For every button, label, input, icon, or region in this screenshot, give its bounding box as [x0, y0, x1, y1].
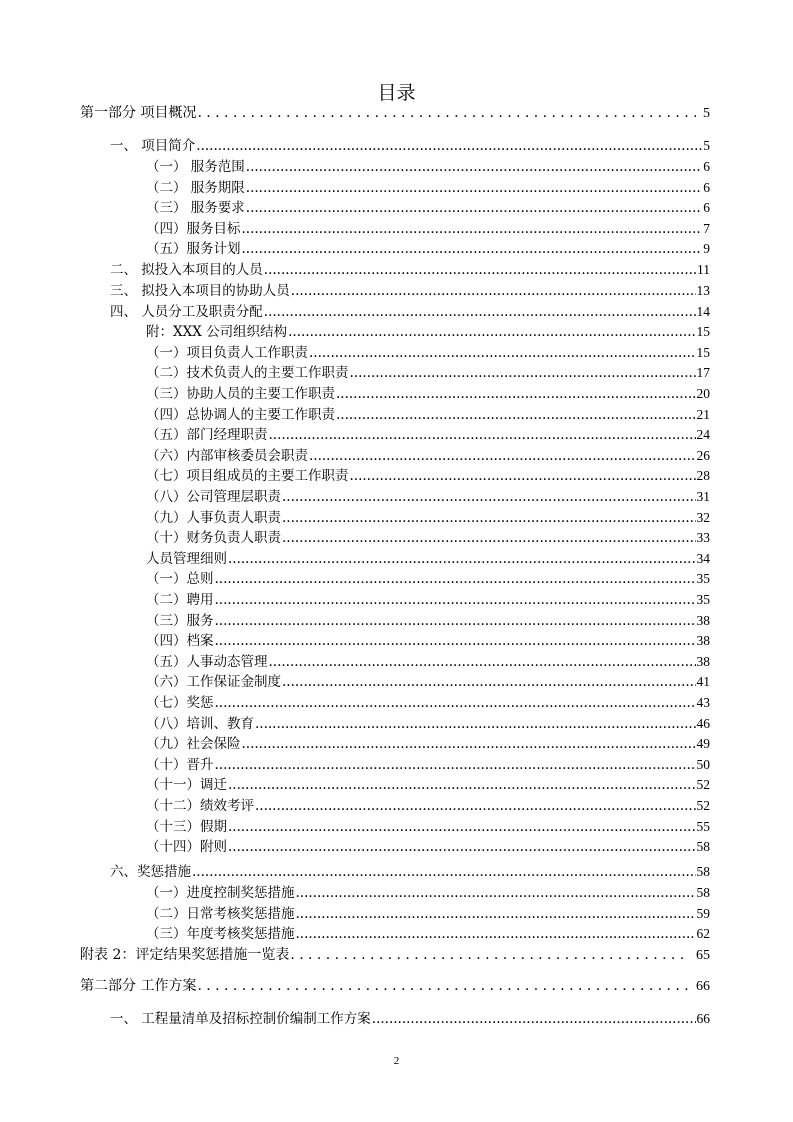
- dot-leader: [290, 946, 689, 964]
- toc-entry[interactable]: [146, 591, 710, 609]
- toc-entry[interactable]: [80, 946, 710, 964]
- toc-entry-label: （八）培训、教育: [146, 716, 254, 732]
- toc-entry-page: 26: [696, 448, 710, 463]
- toc-entry-page: 24: [696, 427, 710, 442]
- toc-entry-page: 66: [696, 1011, 710, 1026]
- toc-entry-label: （一）进度控制奖惩措施: [146, 885, 295, 901]
- toc-entry-label: （十四）附则: [146, 839, 227, 855]
- toc-entry-page: 6: [703, 200, 710, 215]
- toc-entry-page: 58: [696, 885, 710, 900]
- dot-leader: [246, 199, 702, 217]
- toc-entry-page: 15: [696, 345, 710, 360]
- toc-entry-page: 6: [703, 180, 710, 195]
- toc-entry-page: 43: [696, 695, 710, 710]
- toc-entry[interactable]: [146, 653, 710, 671]
- toc-entry[interactable]: [146, 905, 710, 923]
- toc-entry-page: 28: [696, 468, 710, 483]
- toc-entry-page: 38: [696, 654, 710, 669]
- toc-entry-page: 34: [696, 551, 710, 566]
- toc-entry[interactable]: [146, 756, 710, 774]
- toc-entry-page: 35: [696, 571, 710, 586]
- toc-entry-page: 59: [696, 906, 710, 921]
- toc-entry[interactable]: [146, 406, 710, 424]
- toc-entry-label: （五）服务计划: [146, 241, 241, 257]
- toc-entry-page: 41: [696, 674, 710, 689]
- toc-entry[interactable]: [146, 776, 710, 794]
- toc-title: 目录: [377, 82, 416, 104]
- toc-entry-page: 32: [696, 510, 710, 525]
- toc-entry-label: （二）技术负责人的主要工作职责: [146, 365, 349, 381]
- toc-entry[interactable]: [146, 509, 710, 527]
- toc-entry-label: （三）年度考核奖惩措施: [146, 926, 295, 942]
- toc-entry[interactable]: [146, 570, 710, 588]
- toc-entry-label: （四）档案: [146, 633, 214, 649]
- toc-entry[interactable]: [146, 529, 710, 547]
- dot-leader: [282, 673, 696, 691]
- toc-entry-page: 62: [696, 926, 710, 941]
- dot-leader: [228, 550, 696, 568]
- dot-leader: [282, 529, 696, 547]
- toc-entry-page: 9: [703, 241, 710, 256]
- toc-entry[interactable]: [146, 797, 710, 815]
- toc-entry-page: 15: [696, 324, 710, 339]
- page-number: 2: [393, 1055, 400, 1067]
- dot-leader: [291, 282, 696, 300]
- toc-entry-page: 58: [696, 839, 710, 854]
- toc-entry-label: （五）人事动态管理: [146, 654, 268, 670]
- toc-entry-label: 一、 工程量清单及招标控制价编制工作方案: [110, 1011, 371, 1027]
- toc-entry-page: 20: [696, 386, 710, 401]
- toc-entry-page: 6: [703, 159, 710, 174]
- toc-entry[interactable]: [146, 884, 710, 902]
- dot-leader: [228, 818, 696, 836]
- toc-entry-page: 21: [696, 407, 710, 422]
- toc-entry-page: 50: [696, 757, 710, 772]
- dot-leader: [255, 797, 696, 815]
- dot-leader: [336, 385, 696, 403]
- toc-entry-page: 52: [696, 777, 710, 792]
- toc-entry-page: 65: [696, 948, 710, 963]
- toc-entry-label: 四、 人员分工及职责分配: [110, 304, 263, 320]
- toc-entry[interactable]: [146, 818, 710, 836]
- dot-leader: [372, 1010, 696, 1028]
- toc-entry[interactable]: [80, 977, 710, 995]
- toc-entry-label: 人员管理细则: [146, 551, 227, 567]
- toc-entry-label: （九）社会保险: [146, 736, 241, 752]
- toc-entry-label: （五）部门经理职责: [146, 427, 268, 443]
- toc-entry[interactable]: [146, 488, 710, 506]
- toc-entry-label: （六）内部审核委员会职责: [146, 448, 308, 464]
- toc-entry-label: 附表 2：评定结果奖惩措施一览表: [80, 947, 290, 963]
- toc-entry-label: （十）财务负责人职责: [146, 530, 281, 546]
- dot-leader: [336, 406, 696, 424]
- toc-entry-page: 49: [696, 736, 710, 751]
- toc-entry-label: 第二部分 工作方案: [80, 978, 197, 994]
- toc-entry-label: （三） 服务要求: [146, 200, 245, 216]
- dot-leader: [264, 261, 696, 279]
- dot-leader: [269, 426, 696, 444]
- dot-leader: [215, 694, 696, 712]
- toc-entry-label: 附：XXX 公司组织结构: [146, 324, 288, 340]
- toc-entry[interactable]: [146, 715, 710, 733]
- toc-entry-label: 三、 拟投入本项目的协助人员: [110, 283, 290, 299]
- dot-leader: [197, 977, 689, 995]
- toc-entry-page: 58: [696, 864, 710, 879]
- dot-leader: [242, 240, 703, 258]
- dot-leader: [350, 467, 696, 485]
- toc-entry[interactable]: [146, 385, 710, 403]
- dot-leader: [350, 364, 696, 382]
- dot-leader: [246, 179, 702, 197]
- toc-entry[interactable]: [146, 467, 710, 485]
- toc-entry-page: 66: [696, 979, 710, 994]
- toc-entry[interactable]: [146, 612, 710, 630]
- toc-entry-label: （三）协助人员的主要工作职责: [146, 386, 335, 402]
- toc-entry[interactable]: [110, 137, 710, 155]
- dot-leader: [242, 735, 696, 753]
- toc-entry-page: 35: [696, 592, 710, 607]
- toc-entry-page: 38: [696, 633, 710, 648]
- dot-leader: [255, 715, 696, 733]
- toc-entry-page: 52: [696, 798, 710, 813]
- toc-entry-page: 13: [696, 283, 710, 298]
- toc-entry[interactable]: [110, 1010, 710, 1028]
- toc-entry-page: 5: [703, 106, 710, 121]
- dot-leader: [282, 488, 696, 506]
- dot-leader: [215, 591, 696, 609]
- toc-entry[interactable]: [110, 303, 710, 321]
- toc-entry-page: 11: [697, 262, 710, 277]
- toc-entry[interactable]: [110, 863, 710, 881]
- toc-entry[interactable]: [146, 673, 710, 691]
- toc-entry-label: （十二）绩效考评: [146, 798, 254, 814]
- toc-entry[interactable]: [80, 104, 710, 122]
- toc-entry-label: （二）聘用: [146, 592, 214, 608]
- toc-entry-label: 一、 项目简介: [110, 138, 196, 154]
- dot-leader: [215, 632, 696, 650]
- toc-entry-label: （九）人事负责人职责: [146, 510, 281, 526]
- dot-leader: [242, 220, 703, 238]
- toc-entry[interactable]: [146, 364, 710, 382]
- dot-leader: [192, 863, 696, 881]
- dot-leader: [309, 344, 696, 362]
- toc-entry[interactable]: [110, 282, 710, 300]
- toc-entry-page: 14: [696, 304, 710, 319]
- toc-entry-label: 第一部分 项目概况: [80, 105, 197, 121]
- toc-entry[interactable]: [146, 925, 710, 943]
- dot-leader: [197, 104, 696, 122]
- dot-leader: [246, 158, 702, 176]
- toc-entry-label: （二）日常考核奖惩措施: [146, 906, 295, 922]
- toc-entry-page: 31: [696, 489, 710, 504]
- dot-leader: [288, 323, 695, 341]
- toc-entry[interactable]: [146, 694, 710, 712]
- toc-entry-page: 46: [696, 716, 710, 731]
- toc-entry[interactable]: [146, 735, 710, 753]
- toc-entry-page: 55: [696, 819, 710, 834]
- toc-entry[interactable]: [146, 199, 710, 217]
- toc-entry[interactable]: [146, 550, 710, 568]
- dot-leader: [228, 838, 696, 856]
- dot-leader: [296, 884, 696, 902]
- toc-entry[interactable]: [146, 632, 710, 650]
- toc-entry[interactable]: [146, 158, 710, 176]
- toc-entry-page: 38: [696, 613, 710, 628]
- toc-entry-label: （二） 服务期限: [146, 180, 245, 196]
- toc-entry-page: 5: [703, 138, 710, 153]
- toc-entry-label: （十一）调迁: [146, 777, 227, 793]
- dot-leader: [196, 137, 702, 155]
- toc-entry[interactable]: [146, 220, 710, 238]
- dot-leader: [296, 925, 696, 943]
- toc-entry-label: （四）服务目标: [146, 221, 241, 237]
- toc-entry-label: （四）总协调人的主要工作职责: [146, 407, 335, 423]
- toc-entry[interactable]: [146, 323, 710, 341]
- dot-leader: [215, 570, 696, 588]
- toc-entry-label: （一）项目负责人工作职责: [146, 345, 308, 361]
- dot-leader: [228, 776, 696, 794]
- toc-entry[interactable]: [146, 179, 710, 197]
- dot-leader: [296, 905, 696, 923]
- toc-entry-label: （一） 服务范围: [146, 159, 245, 175]
- toc-entry-label: （八）公司管理层职责: [146, 489, 281, 505]
- toc-entry-label: （十）晋升: [146, 757, 214, 773]
- toc-entry[interactable]: [146, 447, 710, 465]
- dot-leader: [309, 447, 696, 465]
- toc-entry-label: 二、 拟投入本项目的人员: [110, 262, 263, 278]
- dot-leader: [269, 653, 696, 671]
- toc-entry[interactable]: [146, 344, 710, 362]
- toc-entry-label: （一）总则: [146, 571, 214, 587]
- toc-entry[interactable]: [110, 261, 710, 279]
- toc-entry-page: 17: [696, 365, 710, 380]
- toc-entry[interactable]: [146, 240, 710, 258]
- toc-entry-label: （十三）假期: [146, 819, 227, 835]
- toc-entry[interactable]: [146, 426, 710, 444]
- toc-entry-label: 六、奖惩措施: [110, 864, 191, 880]
- toc-entry-label: （六）工作保证金制度: [146, 674, 281, 690]
- dot-leader: [282, 509, 696, 527]
- toc-entry-label: （七）奖惩: [146, 695, 214, 711]
- dot-leader: [215, 612, 696, 630]
- toc-entry-label: （七）项目组成员的主要工作职责: [146, 468, 349, 484]
- toc-entry-label: （三）服务: [146, 613, 214, 629]
- dot-leader: [215, 756, 696, 774]
- toc-entry[interactable]: [146, 838, 710, 856]
- dot-leader: [264, 303, 696, 321]
- toc-entry-page: 7: [703, 221, 710, 236]
- toc-entry-page: 33: [696, 530, 710, 545]
